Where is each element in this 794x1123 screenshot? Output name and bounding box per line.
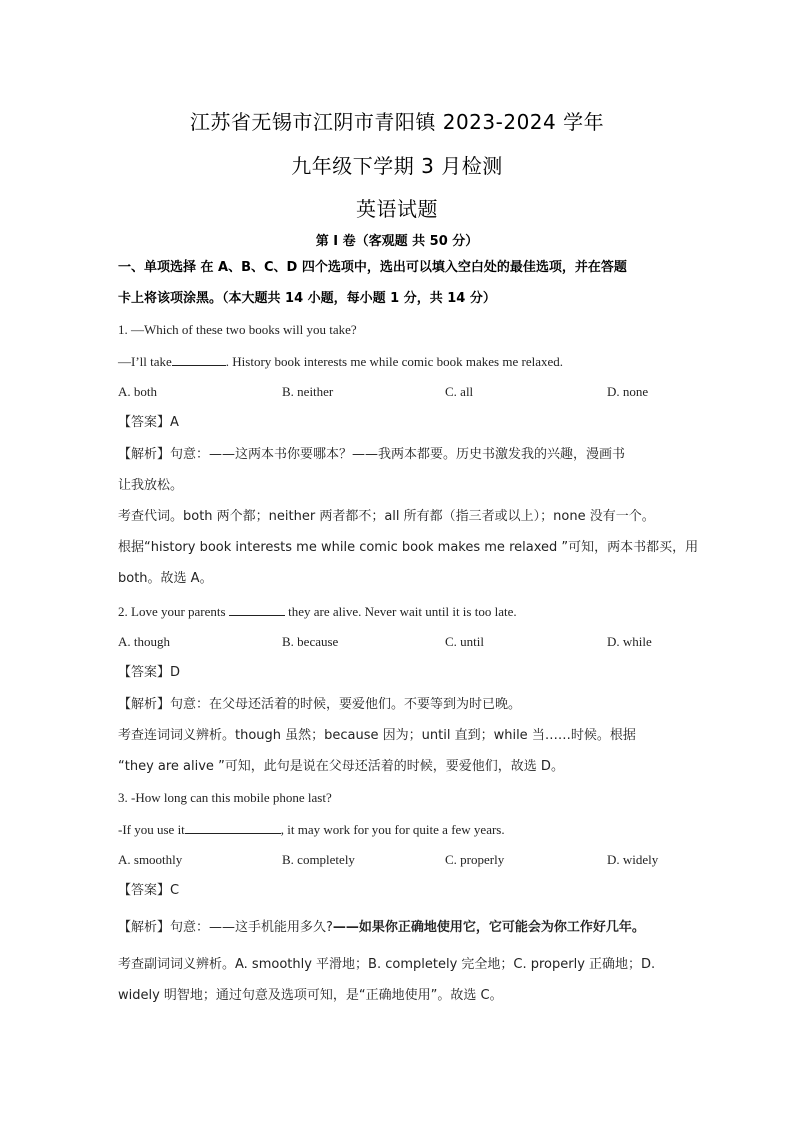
- q3-stem-1: 3. -How long can this mobile phone last?: [118, 790, 332, 805]
- q3-analysis-3: widely 明智地；通过句意及选项可知，是“正确地使用”。故选 C。: [118, 988, 503, 1003]
- q3-analysis-2: 考查副词词义辨析。A. smoothly 平滑地；B. completely 完全地；C. properly 正确地；D.: [118, 957, 656, 972]
- q1-analysis-3: 考查代词。both 两个都；neither 两者都不；all 所有都（指三者或以上）；none 没有一个。: [118, 509, 655, 524]
- q3-stem-2-pre: -If you use it: [118, 822, 185, 837]
- q2-analysis-1: 【解析】句意：在父母还活着的时候，要爱他们。不要等到为时已晚。: [118, 697, 522, 712]
- q3-blank: [185, 821, 281, 834]
- title-line-1: 江苏省无锡市江阴市青阳镇 2023-2024 学年: [189, 110, 605, 134]
- q1-analysis-1: 【解析】句意：——这两本书你要哪本？——我两本都要。历史书激发我的兴趣，漫画书: [118, 447, 626, 462]
- q1-stem-2: [118, 353, 563, 370]
- q2-answer: 【答案】D: [118, 665, 181, 680]
- q2-analysis-3: “they are alive ”可知，此句是说在父母还活着的时候，要爱他们，故选 D。: [118, 759, 564, 774]
- q2-option-d: D. while: [607, 634, 652, 649]
- q3-analysis-bold: ——如果你正确地使用它，它可能会为你工作好几年。: [332, 920, 645, 935]
- q1-option-c: C. all: [445, 384, 474, 399]
- instruction-line-1: 一、单项选择 在 A、B、C、D 四个选项中，选出可以填入空白处的最佳选项，并在答题: [118, 260, 627, 275]
- q3-option-b: B. completely: [282, 852, 355, 867]
- q1-answer: 【答案】A: [118, 415, 179, 430]
- title-line-2: 九年级下学期 3 月检测: [291, 154, 503, 178]
- instruction-line-2: 卡上将该项涂黑。（本大题共 14 小题，每小题 1 分，共 14 分）: [118, 291, 496, 306]
- q1-stem-2-pre: —I’ll take: [118, 354, 172, 369]
- q1-analysis-2: 让我放松。: [118, 478, 184, 493]
- q2-option-b: B. because: [282, 634, 339, 649]
- title-line-3: 英语试题: [356, 197, 438, 221]
- q1-option-a: A. both: [118, 384, 157, 399]
- q2-option-c: C. until: [445, 634, 485, 649]
- q1-stem-1: 1. —Which of these two books will you take?: [118, 322, 357, 337]
- q1-blank: [172, 353, 226, 366]
- q3-option-a: A. smoothly: [118, 852, 183, 867]
- q2-blank: [229, 603, 285, 616]
- q1-analysis-5: both。故选 A。: [118, 571, 213, 586]
- q3-analysis-1: [118, 920, 645, 936]
- q2-stem-pre: 2. Love your parents: [118, 604, 229, 619]
- q3-answer: 【答案】C: [118, 883, 180, 898]
- q1-option-b: B. neither: [282, 384, 334, 399]
- q2-option-a: A. though: [118, 634, 170, 649]
- q2-analysis-2: 考查连词词义辨析。though 虽然；because 因为；until 直到；while 当……时候。根据: [118, 728, 636, 743]
- q1-stem-2-post: . History book interests me while comic book makes me relaxed.: [225, 354, 563, 369]
- q1-option-d: D. none: [607, 384, 649, 399]
- section-heading: 第 I 卷（客观题 共 50 分）: [315, 234, 479, 249]
- q3-option-c: C. properly: [445, 852, 505, 867]
- q2-stem: [118, 603, 517, 620]
- q1-analysis-4: 根据“history book interests me while comic book makes me relaxed ”可知，两本书都买，用: [118, 540, 699, 555]
- q3-option-d: D. widely: [607, 852, 659, 867]
- q3-analysis-head: 【解析】句意：——这手机能用多久?: [118, 920, 333, 935]
- q3-stem-2: [118, 821, 505, 838]
- q3-stem-2-post: , it may work for you for quite a few years.: [280, 822, 505, 837]
- q2-stem-post: they are alive. Never wait until it is too late.: [284, 604, 517, 619]
